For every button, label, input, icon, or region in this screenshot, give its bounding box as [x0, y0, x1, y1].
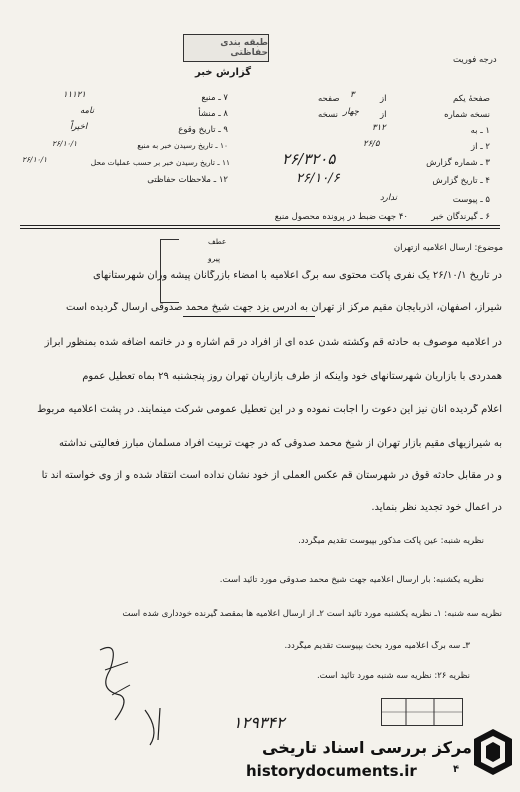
field-to-value: ۳۱۲ [372, 123, 386, 133]
field-recipients-value: ۴۰ جهت ضبط در پرونده محصول منبع [274, 212, 408, 222]
divider-top [20, 225, 500, 226]
field-source-value: ۱۱۱۲۱ [63, 90, 86, 100]
body-line-1: در تاریخ ۲۶/۱۰/۱ یک نفری پاکت محتوی سه برگ اعلامیه با امضاء بازرگانان پیشه وران شهرستانهای [93, 270, 502, 281]
divider-top-2 [20, 228, 500, 229]
archive-logo-icon [472, 727, 514, 777]
note-final: نظریه ۲۶: نظریه سه شنبه مورد تائید است. [316, 671, 470, 681]
field-operation-date: ۱۱ ـ تاریخ رسیدن خبر بر حسب عملیات محل [90, 158, 230, 167]
priority-label: درجه فوریت [453, 55, 497, 65]
field-copy-value: چهار [343, 107, 359, 117]
field-report-date-label: ۴ ـ تاریخ گزارش [432, 176, 490, 186]
body-line-8: در اعمال خود تجدید نظر بنماید. [371, 502, 502, 513]
field-received-value: ۲۶/۱۰/۱ [52, 139, 78, 148]
handwritten-mark [140, 700, 180, 750]
stamp-text: طبقه بندی حفاظتی [220, 38, 268, 58]
page-number: ۴ [453, 764, 460, 775]
field-attachment-value: ندارد [380, 193, 398, 203]
field-page-value: ۳ [350, 90, 355, 100]
report-title: گزارش خبر [195, 67, 252, 78]
body-line-7: و در مقابل حادثه قوق در شهرستان قم عکس العملی از خود نشان نداده است انتقاد شده و از وی خواسته اند تا [41, 470, 502, 481]
body-line-3: در اعلامیه موصوف به حادثه قم وکشته شدن عده ای از افراد در قم اشاره و در خاتمه اضافه شده بمنظور ابراز [44, 337, 502, 348]
watermark-title: مرکز بررسی اسناد تاریخی [262, 738, 472, 757]
field-recipients-label: ۶ ـ گیرندگان خبر [431, 212, 490, 222]
body-line-5: اعلام گردیده آنان نیز این دعوت را اجابت نموده و در این تعطیل عمومی شرکت مینمایند. در پشت اعلامیه مربوط [37, 404, 502, 415]
field-report-number-value: ۲۶/۳۲۰۵ [282, 150, 336, 168]
field-page-mid: از [380, 94, 387, 104]
field-security-notes: ۱۲ ـ ملاحظات حفاظتی [147, 175, 228, 185]
note-sunday: نظریه یکشنبه: بار ارسال اعلامیه جهت شیخ محمد صدوقی مورد تائید است. [219, 575, 484, 585]
note-tuesday-3: ۳ـ سه برگ اعلامیه مورد بحث بپیوست تقدیم میگردد. [284, 641, 470, 651]
note-saturday: نظریه شنبه: عین پاکت مذکور بپیوست تقدیم میگردد. [298, 536, 484, 546]
body-line-4: همدردی با بازاریان شهرستانهای خود واینکه از طرف بازاریان تهران روز پنجشنبه ۲۹ بماه تعطیل عموم [82, 371, 502, 382]
field-attachment-label: ۵ ـ پیوست [452, 195, 490, 205]
field-from-label: ۲ ـ از [471, 142, 490, 152]
field-origin-value: نامه [80, 106, 95, 116]
field-source: ۷ ـ منبع [201, 93, 228, 103]
field-occurrence-value: اخیراً [70, 122, 88, 132]
field-received-date: ۱۰ ـ تاریخ رسیدن خبر به منبع [137, 141, 228, 150]
field-report-date-value: ۲۶/۱۰/۶ [296, 171, 340, 186]
field-occurrence-date: ۹ ـ تاریخ وقوع [178, 125, 228, 135]
field-copy-label: نسخه شماره [444, 110, 490, 120]
body-line-2: شیراز، اصفهان، آذربایجان مقیم مرکز از تهران به آدرس یزد جهت شیخ محمد صدوقی ارسال گردیده است [66, 302, 502, 313]
received-box-stamp [381, 698, 463, 726]
note-tuesday: نظریه سه شنبه: ۱ـ نظریه یکشنبه مورد تائید است ۲ـ از ارسال اعلامیه ها بمقصد گیرنده خودداری شده است [122, 609, 502, 619]
field-to-label: ۱ ـ به [470, 126, 490, 136]
body-line-6: به شیرازیهای مقیم بازار تهران از شیخ محمد صدوقی که در جهت تربیت افراد مسلمان مبارز فعالیتی نداشته [58, 438, 502, 449]
reference-peyro: پیرو [208, 254, 221, 263]
subject-line: موضوع: ارسال اعلامیه ازتهران [393, 243, 503, 253]
watermark-url: historydocuments.ir [246, 762, 417, 780]
field-origin: ۸ ـ منشأ [198, 109, 228, 119]
field-from-value: ۲۶/۵ [363, 139, 380, 149]
field-copy-suffix: نسخه [318, 110, 338, 120]
field-operation-value: ۲۶/۱۰/۱ [22, 155, 48, 164]
handwritten-signature [90, 640, 140, 730]
field-report-number-label: ۳ ـ شماره گزارش [426, 158, 490, 168]
classification-stamp [183, 34, 269, 62]
field-page-suffix: صفحه [318, 94, 340, 104]
field-copy-mid: از [380, 110, 387, 120]
name-underline [183, 316, 315, 317]
field-page-label: صفحهٔ یکم [453, 94, 490, 104]
handwritten-number: ۱۲۹۳۴۲ [233, 713, 285, 732]
reference-atf: عطف [208, 237, 227, 246]
